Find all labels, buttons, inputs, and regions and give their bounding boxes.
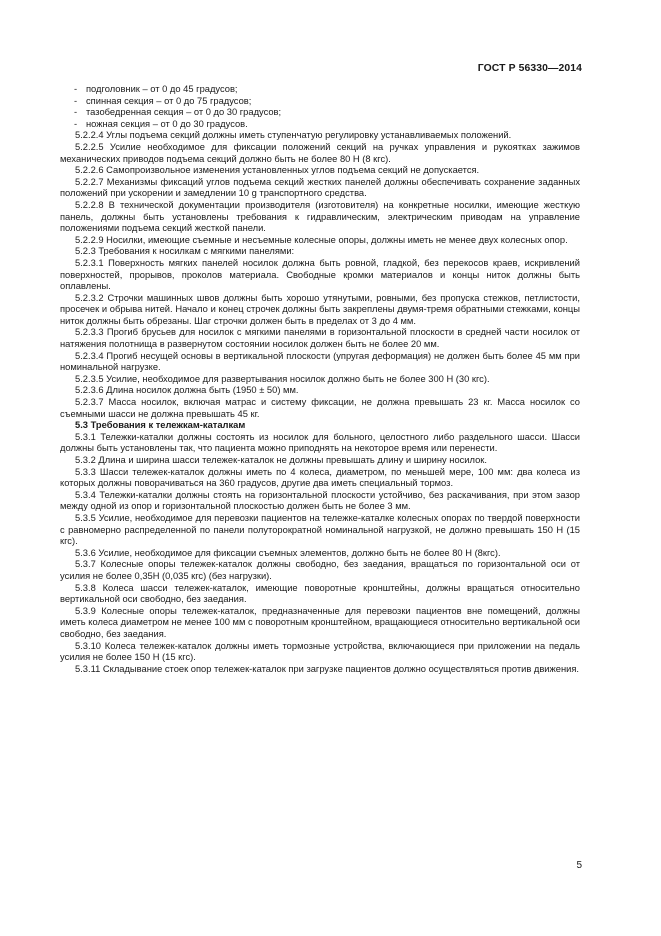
paragraph-5-3-11: 5.3.11 Складывание стоек опор тележек-каталок при загрузке пациентов должно осуществляться против движения. [75,663,580,674]
list-item [60,96,580,108]
paragraph-5-2-3-1: 5.2.3.1 Поверхность мягких панелей носилок должна быть ровной, гладкой, без перекосов краев, искривлений поверхностей, прорывов, проколов материала. Свободные кромки материалов и концы ниток должны быть оплавлены. [60,257,580,292]
section-heading: 5.3 Требования к тележкам-каталкам [75,420,246,431]
paragraph-5-2-3-2: 5.2.3.2 Строчки машинных швов должны быть хорошо утянутыми, ровными, без пропуска стежков, петлистости, просечек и обрыва нитей. Начало и конец строчек должны быть закреплены двумя-тремя обратными стежками, концы ниток должны быть обрезаны. Шаг строчки должен быть в пределах от 3 до 4 мм. [60,292,580,326]
paragraph-5-3-5: 5.3.5 Усилие, необходимое для перевозки пациентов на тележке-каталке колесных опорах по твердой поверхности с равномерно распределенной по панели полуторократной номинальной нагрузкой, не должно превышать 150 Н (15 кгс). [60,512,580,547]
list-item-text: тазобедренная секция – от 0 до 30 градусов; [86,107,282,118]
paragraph-5-2-3-5: 5.2.3.5 Усилие, необходимое для развертывания носилок должно быть не более 300 Н (30 кгс). [75,373,490,384]
document-header: ГОСТ Р 56330—2014 [477,63,582,74]
paragraph-5-2-2-5: 5.2.2.5 Усилие необходимое для фиксации положений секций на ручках управления и рукоятках зажимов механических приводов подъема секций должно быть не более 80 Н (8 кгс). [60,141,580,164]
list-item-text: спинная секция – от 0 до 75 градусов; [86,95,252,106]
bullet-dash: - [74,84,78,94]
list-item [60,119,580,131]
bullet-dash: - [74,95,78,106]
paragraph-5-3-3: 5.3.3 Шасси тележек-каталок должны иметь по 4 колеса, диаметром, по меньшей мере, 100 мм: два колеса из которых должны поворачиваться на 360 градусов, другие два иметь специальный тормоз. [60,466,580,489]
paragraph-5-2-2-4: 5.2.2.4 Углы подъема секций должны иметь ступенчатую регулировку устанавливаемых положений. [75,130,512,141]
bullet-dash: - [74,118,78,129]
paragraph-5-3-2: 5.3.2 Длина и ширина шасси тележек-каталок не должны превышать длину и ширину носилок. [75,455,487,465]
page-number: 5 [576,860,582,871]
paragraph-5-3-1: 5.3.1 Тележки-каталки должны состоять из носилок для больного, целостного либо раздельного шасси. Шасси должны быть установлены так, что пациента можно приподнять на некоторое время или перенести. [60,431,580,454]
list-item [60,84,580,96]
paragraph-5-2-3-4: 5.2.3.4 Прогиб несущей основы в вертикальной плоскости (упругая деформация) не должен быть более 45 мм при номинальной нагрузке. [60,350,580,373]
paragraph-5-2-3-7: 5.2.3.7 Масса носилок, включая матрас и систему фиксации, не должна превышать 23 кг. Масса носилок со съемными шасси не должна превышать 45 кг. [60,397,580,419]
list-item-text: подголовник – от 0 до 45 градусов; [86,84,238,94]
list-item-text: ножная секция – от 0 до 30 градусов. [86,118,248,129]
bullet-dash: - [74,107,78,118]
paragraph-5-3-9: 5.3.9 Колесные опоры тележек-каталок, предназначенные для перевозки пациентов вне помещений, должны иметь колеса диаметром не менее 100 мм с поворотным кронштейном, вращающиеся относительно вертикальной оси свободно, без заедания. [60,605,580,639]
paragraph-5-3-4: 5.3.4 Тележки-каталки должны стоять на горизонтальной плоскости устойчиво, без раскачивания, при этом зазор между одной из опор и горизонтальной плоскостью должен быть не более 3 мм. [60,489,580,512]
paragraph-5-2-3: 5.2.3 Требования к носилкам с мягкими панелями: [75,246,295,257]
paragraph-5-2-3-3: 5.2.3.3 Прогиб брусьев для носилок с мягкими панелями в горизонтальной плоскости в средней части носилок от натяжения полотнища в развернутом состоянии носилок должен быть не более 20 мм. [60,327,580,350]
paragraph-5-3-10: 5.3.10 Колеса тележек-каталок должны иметь тормозные устройства, включающиеся при приложении на педаль усилия не более 150 Н (15 кгс). [60,640,580,663]
paragraph-5-2-2-6: 5.2.2.6 Самопроизвольное изменения установленных углов подъема секций не допускается. [75,165,480,176]
paragraph-5-3-6: 5.3.6 Усилие, необходимое для фиксации съемных элементов, должно быть не более 80 Н (8кгс). [75,547,501,558]
list-item [60,107,580,119]
paragraph-5-2-2-9: 5.2.2.9 Носилки, имеющие съемные и несъемные колесные опоры, должны иметь не менее двух колесных опор. [75,234,568,245]
paragraph-5-2-3-6: 5.2.3.6 Длина носилок должна быть (1950 ± 50) мм. [75,385,299,396]
document-body [60,84,580,675]
paragraph-5-3-7: 5.3.7 Колесные опоры тележек-каталок должны свободно, без заедания, вращаться по горизонтальной оси от усилия не более 0,35Н (0,035 кгс) (без нагрузки). [60,559,580,581]
paragraph-5-3-8: 5.3.8 Колеса шасси тележек-каталок, имеющие поворотные кронштейны, должны вращаться относительно вертикальной оси свободно, без заедания. [60,582,580,605]
paragraph-5-2-2-8: 5.2.2.8 В технической документации производителя (изготовителя) на конкретные носилки, имеющие жесткую панель, должны быть установлены требования к гидравлическим, электрическим приводам на управление положениями подъема секций жесткой панели. [60,199,580,234]
paragraph-5-2-2-7: 5.2.2.7 Механизмы фиксаций углов подъема секций жестких панелей должны обеспечивать сохранение заданных положений при ускорении и замедлении 10 g транспортного средства. [60,176,580,199]
